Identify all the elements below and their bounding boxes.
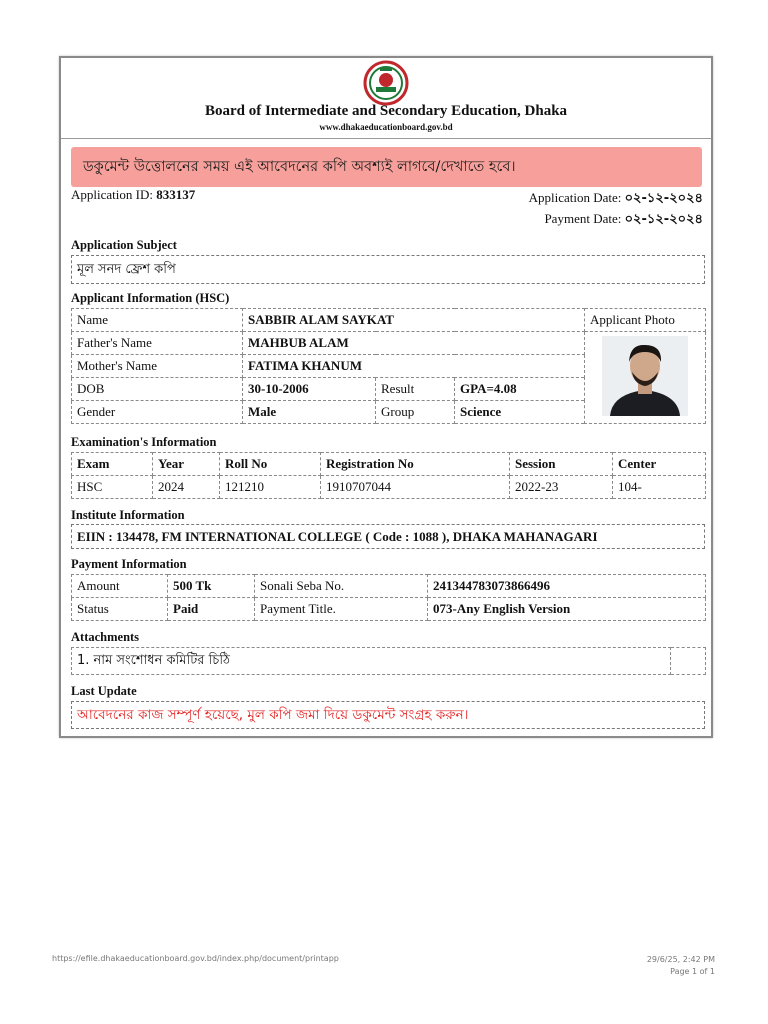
document-page bbox=[59, 56, 713, 738]
payment-title-label: Payment Title. bbox=[255, 598, 428, 621]
amount-value: 500 Tk bbox=[168, 575, 255, 598]
application-id-label: Application ID: bbox=[71, 187, 153, 202]
board-website: www.dhakaeducationboard.gov.bd bbox=[319, 122, 453, 132]
board-title: Board of Intermediate and Secondary Education, Dhaka bbox=[204, 103, 568, 119]
center-cell: 104- bbox=[613, 476, 706, 499]
exam-header-session: Session bbox=[510, 453, 613, 476]
exam-table bbox=[71, 452, 706, 499]
father-label: Father's Name bbox=[72, 332, 243, 355]
application-date-label: Application Date: bbox=[528, 190, 622, 205]
payment-date-label: Payment Date: bbox=[544, 211, 622, 226]
name-label: Name bbox=[72, 309, 243, 332]
attachment-item: 1. নাম সংশোধন কমিটির চিঠি bbox=[72, 648, 671, 675]
exam-header-center: Center bbox=[613, 453, 706, 476]
payment-row-amount bbox=[72, 575, 706, 598]
print-url: https://efile.dhakaeducationboard.gov.bd/index.php/document/printapp bbox=[52, 954, 339, 963]
photo-label: Applicant Photo bbox=[585, 309, 706, 332]
registration-cell: 1910707044 bbox=[321, 476, 510, 499]
seba-value: 241344783073866496 bbox=[428, 575, 706, 598]
father-value: MAHBUB ALAM bbox=[243, 332, 585, 355]
exam-header-year: Year bbox=[153, 453, 220, 476]
applicant-row-father bbox=[72, 332, 706, 355]
year-cell: 2024 bbox=[153, 476, 220, 499]
applicant-photo bbox=[602, 336, 688, 416]
payment-table bbox=[71, 574, 706, 621]
last-update-value: আবেদনের কাজ সম্পূর্ণ হয়েছে, মুল কপি জমা দিয়ে ডকুমেন্ট সংগ্রহ করুন। bbox=[71, 701, 705, 729]
application-id-value: 833137 bbox=[156, 187, 196, 202]
print-datetime: 29/6/25, 2:42 PM bbox=[646, 955, 715, 964]
print-info bbox=[647, 954, 715, 978]
subject-title: Application Subject bbox=[71, 238, 177, 252]
photo-cell bbox=[585, 332, 706, 424]
application-date bbox=[529, 189, 703, 210]
attachments-table bbox=[71, 647, 706, 675]
gender-value: Male bbox=[243, 401, 376, 424]
institute-value: EIIN : 134478, FM INTERNATIONAL COLLEGE ( Code : 1088 ), DHAKA MAHANAGARI bbox=[71, 524, 705, 549]
exam-header-exam: Exam bbox=[72, 453, 153, 476]
document-header bbox=[61, 58, 711, 139]
gender-label: Gender bbox=[72, 401, 243, 424]
applicant-row-name bbox=[72, 309, 706, 332]
result-label: Result bbox=[376, 378, 455, 401]
mother-value: FATIMA KHANUM bbox=[243, 355, 585, 378]
name-value: SABBIR ALAM SAYKAT bbox=[243, 309, 585, 332]
application-id bbox=[71, 187, 195, 203]
institute-title: Institute Information bbox=[71, 508, 185, 522]
payment-row-status bbox=[72, 598, 706, 621]
list-item bbox=[72, 648, 706, 675]
dob-value: 30-10-2006 bbox=[243, 378, 376, 401]
exam-title: Examination's Information bbox=[71, 435, 217, 449]
payment-date-value: ০২-১২-২০২৪ bbox=[624, 212, 703, 227]
dob-label: DOB bbox=[72, 378, 243, 401]
exam-header-row bbox=[72, 453, 706, 476]
session-cell: 2022-23 bbox=[510, 476, 613, 499]
payment-date bbox=[544, 210, 703, 231]
exam-header-roll: Roll No bbox=[220, 453, 321, 476]
subject-value: মূল সনদ ফ্রেশ কপি bbox=[71, 255, 705, 284]
attachments-title: Attachments bbox=[71, 630, 140, 644]
amount-label: Amount bbox=[72, 575, 168, 598]
status-value: Paid bbox=[168, 598, 255, 621]
result-value: GPA=4.08 bbox=[455, 378, 585, 401]
page-number: Page 1 of 1 bbox=[670, 967, 715, 976]
group-value: Science bbox=[455, 401, 585, 424]
board-logo bbox=[363, 60, 409, 106]
payment-title-value: 073-Any English Version bbox=[428, 598, 706, 621]
roll-cell: 121210 bbox=[220, 476, 321, 499]
exam-cell: HSC bbox=[72, 476, 153, 499]
applicant-title: Applicant Information (HSC) bbox=[71, 291, 230, 305]
last-update-title: Last Update bbox=[71, 684, 137, 698]
notice-banner: ডকুমেন্ট উত্তোলনের সময় এই আবেদনের কপি অবশ্যই লাগবে/দেখাতে হবে। bbox=[71, 147, 702, 187]
payment-title: Payment Information bbox=[71, 557, 187, 571]
status-label: Status bbox=[72, 598, 168, 621]
table-row bbox=[72, 476, 706, 499]
attachment-action-cell bbox=[671, 648, 706, 675]
group-label: Group bbox=[376, 401, 455, 424]
seba-label: Sonali Seba No. bbox=[255, 575, 428, 598]
mother-label: Mother's Name bbox=[72, 355, 243, 378]
exam-header-registration: Registration No bbox=[321, 453, 510, 476]
applicant-table bbox=[71, 308, 706, 424]
application-date-value: ০২-১২-২০২৪ bbox=[624, 191, 703, 206]
